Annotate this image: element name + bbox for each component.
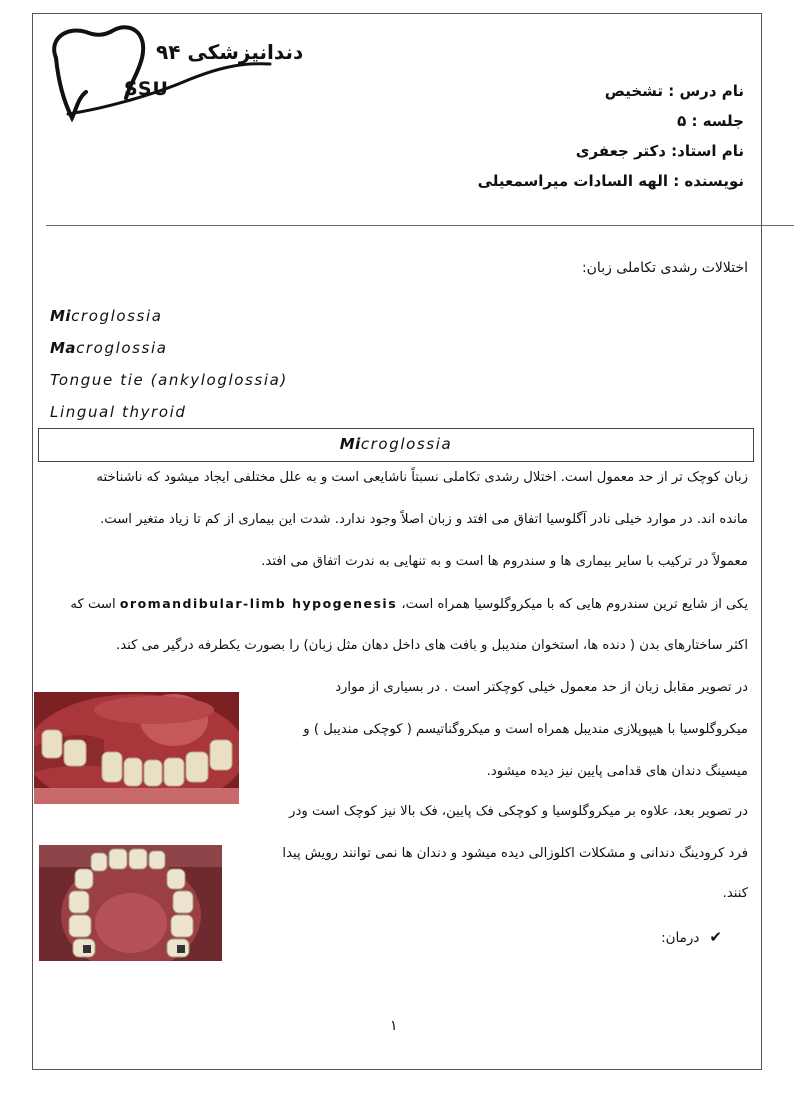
paragraph-line: میکروگلوسیا با هیپوپلازی مندیبل همراه است و میکروگناتیسم ( کوچکی مندیبل ) و xyxy=(303,722,748,737)
page-number: ۱ xyxy=(390,1018,398,1034)
checkmark-icon: ✔ xyxy=(709,928,722,946)
paragraph-line: مانده اند. در موارد خیلی نادر آگلوسیا اتفاق می افتد و زبان اصلاً وجود ندارد. شدت این بیماری از کم تا زیاد متغیر است. xyxy=(100,512,748,527)
condition-item: Lingual thyroid xyxy=(50,403,187,421)
logo-title: دندانپزشکی ۹۴ xyxy=(156,40,304,64)
course-info xyxy=(478,76,744,196)
treatment-label: درمان: xyxy=(661,930,700,946)
paragraph-line: در تصویر بعد، علاوه بر میکروگلوسیا و کوچکی فک پایین، فک بالا نیز کوچک است ودر xyxy=(289,804,748,819)
author-name: نویسنده : الهه السادات میراسمعیلی xyxy=(477,172,744,190)
paragraph-line: یکی از شایع ترین سندروم هایی که با میکروگلوسیا همراه است، oromandibular-limb hypogenesis است که xyxy=(70,596,748,612)
section-heading: اختلالات رشدی تکاملی زبان: xyxy=(581,260,748,276)
treatment-item xyxy=(661,928,722,946)
condition-item: Microglossia xyxy=(50,307,163,325)
syndrome-name: oromandibular-limb hypogenesis xyxy=(119,596,398,611)
paragraph-line: کنند. xyxy=(722,886,748,901)
course-name: نام درس : تشخیص xyxy=(604,82,744,100)
section-title-box xyxy=(38,428,754,462)
ssu-dentistry-logo xyxy=(38,18,304,128)
paragraph-line: معمولاً در ترکیب با سایر بیماری ها و سندروم ها است و به تنهایی به ندرت اتفاق می افتد. xyxy=(261,554,748,569)
section-title: Microglossia xyxy=(339,435,453,453)
paragraph-line: میسینگ دندان های قدامی پایین نیز دیده میشود. xyxy=(486,764,748,779)
conditions-list xyxy=(50,300,288,428)
header-divider xyxy=(46,225,794,226)
condition-item: Macroglossia xyxy=(50,339,168,357)
professor-name: نام استاد: دکتر جعفری xyxy=(575,142,744,160)
session-number: جلسه : ۵ xyxy=(677,112,744,130)
clinical-photo-crowding xyxy=(39,845,222,961)
condition-item: Tongue tie (ankyloglossia) xyxy=(50,371,288,389)
tooth-logo-icon xyxy=(38,18,278,128)
logo-abbreviation: SSU xyxy=(124,78,169,100)
paragraph-line: اکثر ساختارهای بدن ( دنده ها، استخوان مندیبل و بافت های داخل دهان مثل زبان) را بصورت یکطرفه درگیر می کند. xyxy=(116,638,748,653)
clinical-photo-microglossia xyxy=(34,692,239,804)
paragraph-line: در تصویر مقابل زبان از حد معمول خیلی کوچکتر است . در بسیاری از موارد xyxy=(335,680,748,695)
paragraph-line: زبان کوچک تر از حد معمول است. اختلال رشدی تکاملی نسبتاً ناشایعی است و به علل مختلفی ایجاد میشود که ناشناخته xyxy=(96,470,748,485)
paragraph-line: فرد کرودینگ دندانی و مشکلات اکلوزالی دیده میشود و دندان ها نمی توانند رویش پیدا xyxy=(282,846,748,861)
